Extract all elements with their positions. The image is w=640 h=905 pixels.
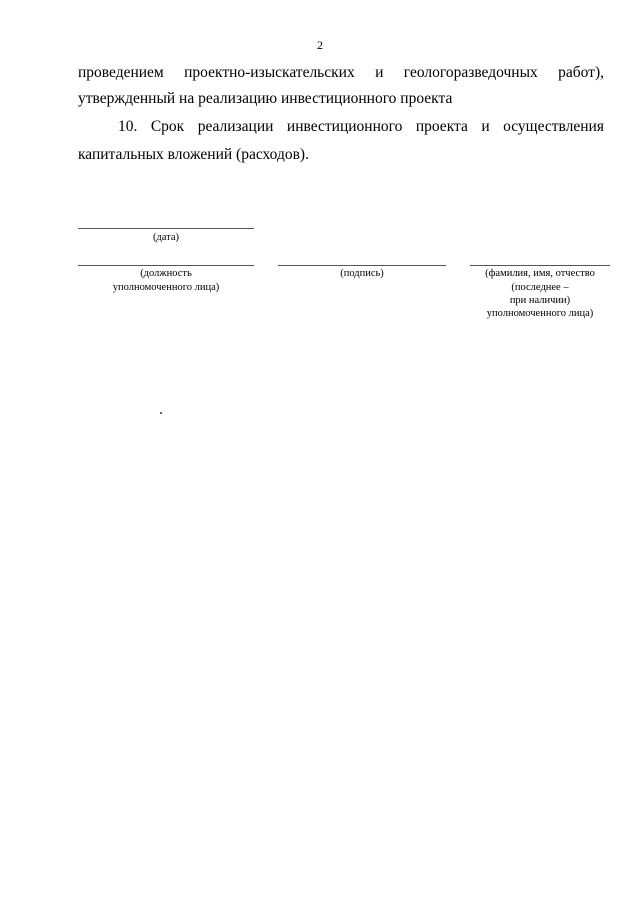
- word: проектно-изыскательских: [184, 64, 355, 81]
- word: проведением: [78, 64, 164, 81]
- position-line: [78, 265, 254, 266]
- word: осуществления: [503, 118, 604, 135]
- word: и: [375, 64, 384, 81]
- position-caption-1: (должность: [140, 268, 192, 279]
- name-line: [470, 265, 610, 266]
- paragraph-9-line-1: [78, 60, 604, 86]
- word: работ),: [558, 64, 604, 81]
- page-number: 2: [317, 38, 323, 52]
- word: инвестиционного: [286, 118, 403, 135]
- date-line: [78, 228, 254, 229]
- paragraph-10-line-2: капитальных вложений (расходов).: [78, 146, 309, 163]
- stray-mark: [160, 412, 162, 414]
- item-number: 10.: [118, 118, 138, 135]
- paragraph-10-line-1: [118, 114, 604, 140]
- word: проекта: [415, 118, 468, 135]
- signature-caption: (подпись): [340, 268, 384, 279]
- name-caption-3: при наличии): [509, 295, 571, 306]
- word: реализации: [197, 118, 274, 135]
- paragraph-9-line-2: утвержденный на реализацию инвестиционного проекта: [78, 90, 453, 107]
- signature-line: [278, 265, 446, 266]
- word: геологоразведочных: [403, 64, 538, 81]
- name-caption-1: (фамилия, имя, отчество: [485, 268, 595, 279]
- word: Срок: [150, 118, 185, 135]
- date-caption: (дата): [152, 232, 180, 243]
- name-caption-4: уполномоченного лица): [486, 308, 594, 319]
- name-caption-2: (последнее –: [511, 282, 569, 293]
- word: и: [481, 118, 490, 135]
- position-caption-2: уполномоченного лица): [112, 282, 220, 293]
